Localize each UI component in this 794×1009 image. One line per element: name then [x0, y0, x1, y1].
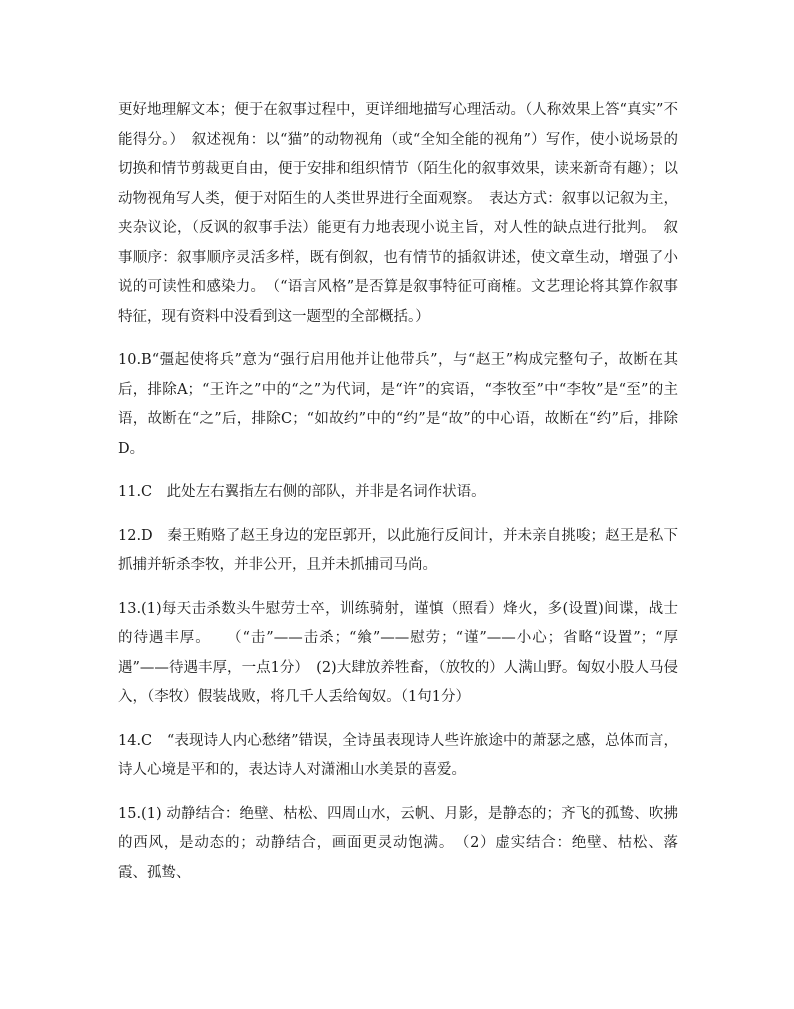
answer-paragraph-q15: 15.(1) 动静结合：绝壁、枯松、四周山水，云帆、月影，是静态的；齐飞的孤鸷、吹拂的西风，是动态的；动静结合，画面更灵动饱满。 （2）虚实结合：绝壁、枯松、落霞、孤鸷、: [118, 805, 678, 881]
answer-paragraph-q14: 14.C “表现诗人内心愁绪”错误，全诗虽表现诗人些许旅途中的萧瑟之感，总体而言，诗人心境是平和的，表达诗人对潇湘山水美景的喜爱。: [118, 732, 678, 778]
answer-paragraph-q13: 13.(1)每天击杀数头牛慰劳士卒，训练骑射，谨慎（照看）烽火，多(设置)间谍，战士的待遇丰厚。 （“击”——击杀；“飨”——慰劳；“谨”——小心；省略“设置”；“厚遇”——待遇丰厚，一点1分） (2)大肆放养牲畜，（放牧的）人满山野。匈奴小股人马侵入，（李牧）假装战败，将几千人丢给匈奴。（1句1分）: [118, 600, 678, 705]
answer-paragraph-q10: 10.B“彊起使将兵”意为“强行启用他并让他带兵”，与“赵王”构成完整句子，故断在其后，排除A；“王许之”中的“之”为代词，是“许”的宾语，“李牧至”中“李牧”是“至”的主语，故断在“之”后，排除C；“如故约”中的“约”是“故”的中心语，故断在“约”后，排除D。: [118, 352, 678, 457]
answer-paragraph-q11: 11.C 此处左右翼指左右侧的部队，并非是名词作状语。: [118, 484, 486, 500]
answer-paragraph-narrative-features: 更好地理解文本；便于在叙事过程中，更详细地描写心理活动。（人称效果上答“真实”不能得分。） 叙述视角：以“猫”的动物视角（或“全知全能的视角”）写作，使小说场景的切换和情节剪裁更自由，便于安排和组织情节（陌生化的叙事效果，读来新奇有趣）；以动物视角写人类，便于对陌生的人类世界进行全面观察。 表达方式：叙事以记叙为主，夹杂议论，（反讽的叙事手法）能更有力地表现小说主旨，对人性的缺点进行批判。 叙事顺序：叙事顺序灵活多样，既有倒叙，也有情节的插叙讲述，使文章生动，增强了小说的可读性和感染力。 （“语言风格”是否算是叙事特征可商榷。文艺理论将其算作叙事特征，现有资料中没看到这一题型的全部概括。）: [118, 102, 678, 325]
document-page: [118, 96, 678, 902]
answer-paragraph-q12: 12.D 秦王贿赂了赵王身边的宠臣郭开，以此施行反间计，并未亲自挑唆；赵王是私下抓捕并斩杀李牧，并非公开，且并未抓捕司马尚。: [118, 527, 678, 573]
